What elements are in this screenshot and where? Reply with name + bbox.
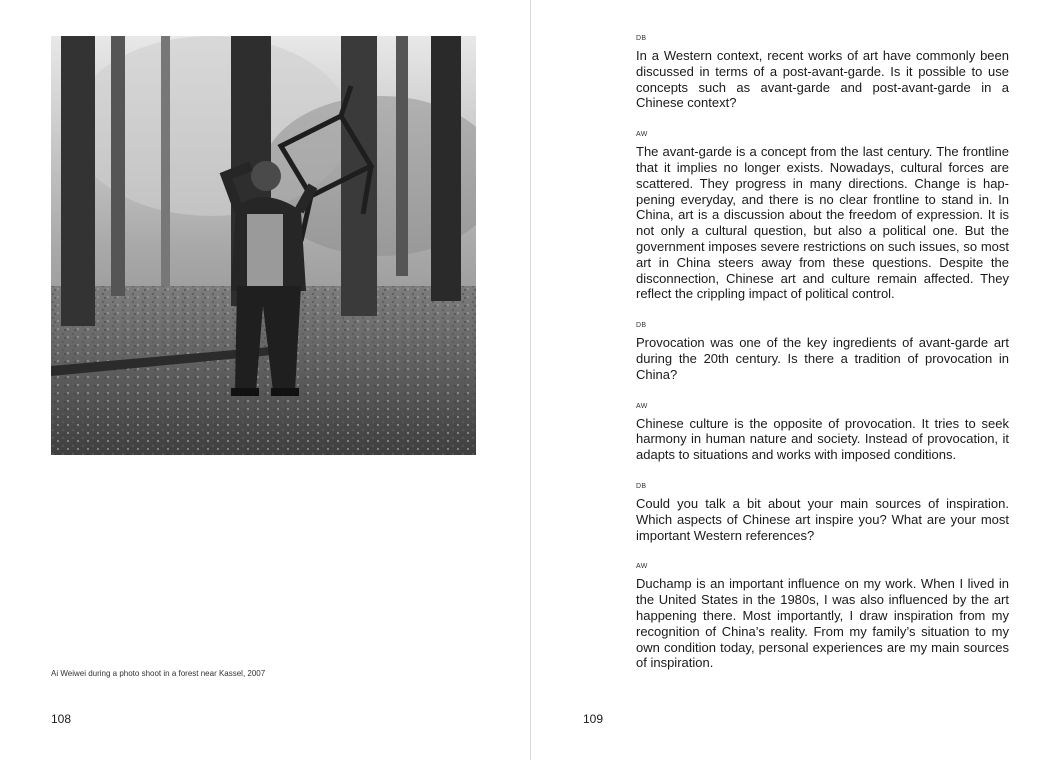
interview-paragraph: The avant-garde is a concept from the last century. The frontline that it implies no longer exists. Nowadays, cultural forces are scattered. They progress in many directions. Change is happening everyday, and there is no clear frontline to stand in. In China, art is a discussion about the freedom of expression. It is not only a cultural question, but also a political one. But the government imposes severe restrictions on such issues, so most art in China steers away from these questions. Despite the disconnection, Chinese art and culture remain affected. They reflect the crippling impact of political control. — [636, 144, 1009, 302]
interview-entry — [636, 482, 1009, 543]
interview-paragraph: Provocation was one of the key ingredients of avant-garde art during the 20th century. Is there a tradition of provocation in China? — [636, 335, 1009, 382]
interview-entry — [636, 321, 1009, 382]
interview-paragraph: Could you talk a bit about your main sources of inspiration. Which aspects of Chinese art inspire you? What are your most important Western references? — [636, 495, 1009, 543]
speaker-label: AW — [636, 131, 648, 139]
forest-photo — [51, 36, 476, 455]
interview-text — [636, 34, 1009, 690]
interview-entry — [636, 130, 1009, 302]
interview-paragraph: Duchamp is an important influence on my work. When I lived in the United States in the 1980s, I was also influenced by the art happening there. Most importantly, I draw inspiration from my recognition of China’s reality. From my family’s situation to my own condition today, personal experiences are my main sources of inspiration. — [636, 576, 1009, 671]
speaker-label: DB — [636, 482, 647, 490]
speaker-label: AW — [636, 402, 648, 410]
photo-illustration — [51, 36, 476, 455]
interview-entry — [636, 34, 1009, 111]
page-number-right: 109 — [583, 712, 604, 726]
speaker-label: DB — [636, 322, 647, 330]
interview-entry — [636, 562, 1009, 671]
photo-caption: Ai Weiwei during a photo shoot in a forest near Kassel, 2007 — [51, 669, 266, 678]
speaker-label: DB — [636, 35, 647, 42]
page-number-left: 108 — [51, 712, 72, 726]
interview-entry — [636, 402, 1009, 463]
speaker-label: AW — [636, 563, 648, 571]
interview-paragraph: In a Western context, recent works of art have commonly been discussed in terms of a post-avant-garde. Is it possible to use concepts such as avant-garde and post-avant-garde in a Chinese context? — [636, 48, 1009, 111]
page-gutter — [530, 0, 531, 760]
interview-paragraph: Chinese culture is the opposite of provocation. It tries to seek harmony in human nature and society. Instead of provocation, it adapts to situations and works with imposed conditions. — [636, 415, 1009, 463]
